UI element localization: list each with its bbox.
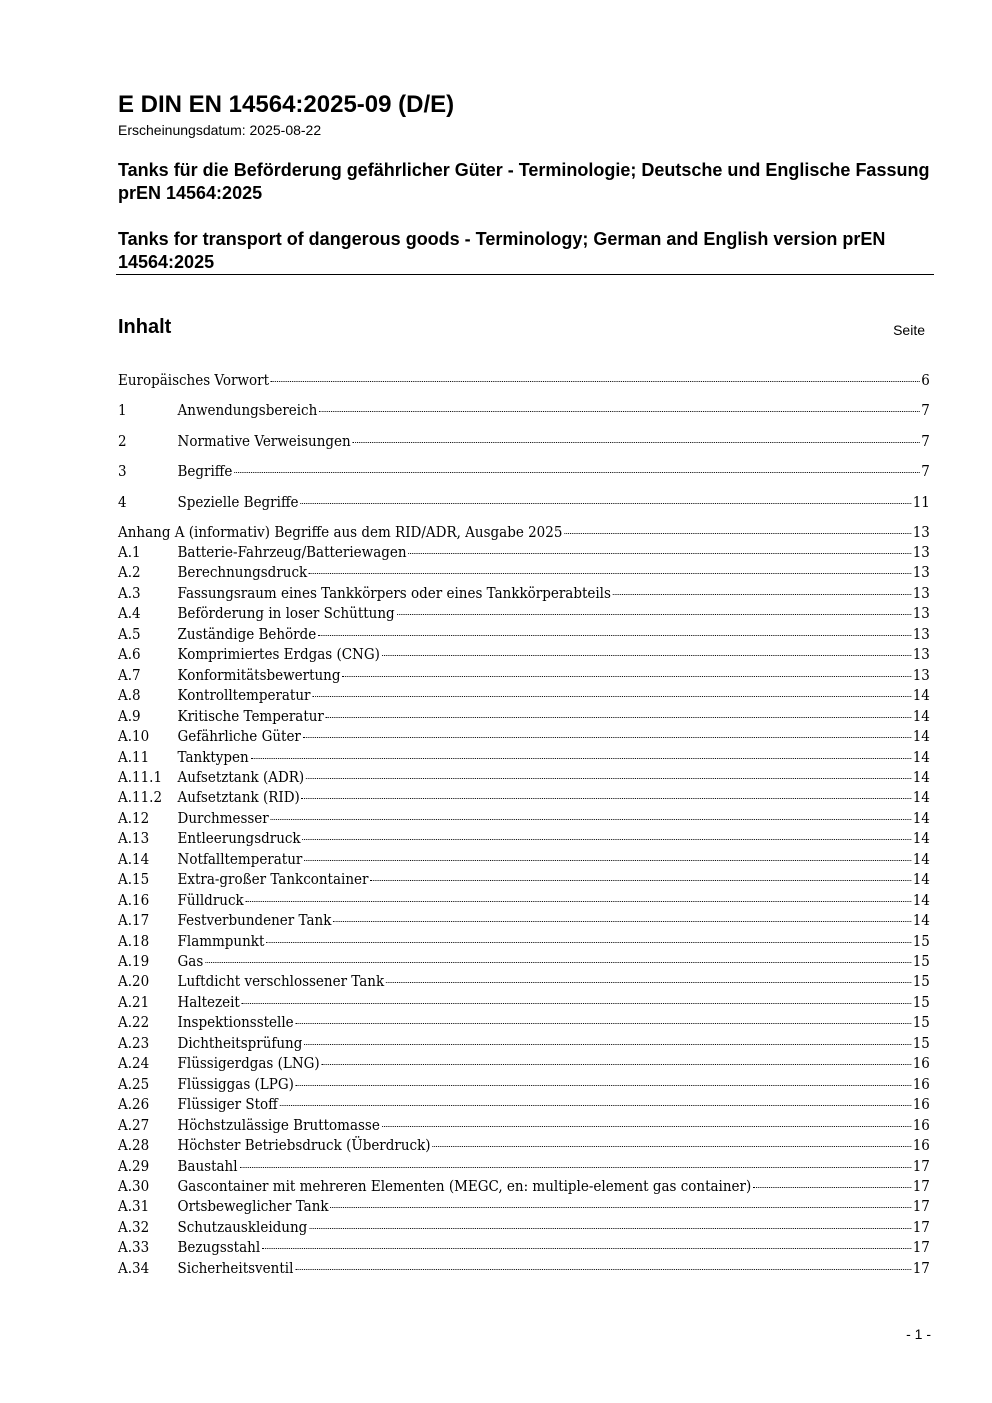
toc-entry-title: Festverbundener Tank xyxy=(177,913,332,930)
toc-entry-number: A.25 xyxy=(118,1076,150,1093)
toc-entry-page: 17 xyxy=(912,1219,930,1236)
toc-entry-number: 1 xyxy=(118,403,127,419)
toc-entry-number: A.18 xyxy=(118,933,150,950)
toc-dot-leader xyxy=(564,533,911,534)
toc-entry-title: Fassungsraum eines Tankkörpers oder eines Tankkörperabteils xyxy=(177,585,611,602)
toc-entry[interactable] xyxy=(118,993,930,1014)
toc-entry-title: Beförderung in loser Schüttung xyxy=(177,606,395,623)
toc-entry[interactable] xyxy=(118,748,930,769)
toc-entry-number: A.4 xyxy=(118,606,141,623)
toc-dot-leader xyxy=(296,1085,911,1086)
toc-entry[interactable] xyxy=(118,891,930,912)
toc-dot-leader xyxy=(309,1228,911,1229)
toc-entry-number: A.34 xyxy=(118,1260,150,1277)
toc-entry[interactable] xyxy=(118,1238,930,1259)
toc-entry[interactable] xyxy=(118,1136,930,1157)
toc-entry-page: 14 xyxy=(912,851,930,868)
toc-entry[interactable] xyxy=(118,584,930,605)
toc-entry-title: Zuständige Behörde xyxy=(177,626,317,643)
toc-dot-leader xyxy=(319,411,919,412)
toc-entry-title: Notfalltemperatur xyxy=(177,851,303,868)
toc-entry-number: A.14 xyxy=(118,851,150,868)
toc-entry-number: A.21 xyxy=(118,994,150,1011)
toc-entry-page: 16 xyxy=(912,1117,930,1134)
header-divider xyxy=(116,274,934,275)
toc-entry-page: 13 xyxy=(912,647,930,664)
toc-entry[interactable] xyxy=(118,850,930,871)
toc-dot-leader xyxy=(303,737,911,738)
toc-heading: Inhalt xyxy=(118,316,172,338)
toc-dot-leader xyxy=(753,1187,911,1188)
toc-entry[interactable] xyxy=(118,972,930,993)
toc-entry-title: Aufsetztank (ADR) xyxy=(177,769,305,786)
toc-dot-leader xyxy=(312,696,911,697)
toc-dot-leader xyxy=(370,880,911,881)
toc-dot-leader xyxy=(280,1105,911,1106)
toc-entry[interactable] xyxy=(118,829,930,850)
toc-entry-page: 11 xyxy=(912,495,930,511)
toc-dot-leader xyxy=(302,839,910,840)
toc-entry-page: 14 xyxy=(912,708,930,725)
toc-entry[interactable] xyxy=(118,523,930,544)
toc-entry-title: Begriffe xyxy=(177,464,233,480)
title-english: Tanks for transport of dangerous goods - Terminology; German and English version prEN 14564:2025 xyxy=(118,229,886,272)
toc-entry[interactable] xyxy=(118,911,930,932)
toc-entry-number: 4 xyxy=(118,495,127,511)
toc-entry[interactable] xyxy=(118,707,930,728)
toc-entry-title: Gefährliche Güter xyxy=(177,729,301,746)
toc-entry-title: Tanktypen xyxy=(177,749,249,766)
toc-dot-leader xyxy=(318,635,911,636)
toc-dot-leader xyxy=(330,1207,910,1208)
toc-entry-title: Inspektionsstelle xyxy=(177,1015,294,1032)
toc-entry-page: 15 xyxy=(912,1035,930,1052)
toc-entry-page: 14 xyxy=(912,892,930,909)
toc-entry-number: A.1 xyxy=(118,545,141,561)
toc-entry-title: Spezielle Begriffe xyxy=(177,495,299,511)
toc-entry[interactable] xyxy=(118,768,930,789)
toc-dot-leader xyxy=(205,962,911,963)
toc-entry-page: 15 xyxy=(912,933,930,950)
toc-entry-number: A.11.1 xyxy=(118,769,163,786)
toc-entry-number: A.22 xyxy=(118,1015,150,1032)
toc-entry[interactable] xyxy=(118,870,930,891)
toc-entry-title: Bezugsstahl xyxy=(177,1240,261,1257)
toc-dot-leader xyxy=(342,676,911,677)
toc-dot-leader xyxy=(300,503,911,504)
toc-entry-number: A.24 xyxy=(118,1056,150,1073)
toc-dot-leader xyxy=(613,594,911,595)
toc-entry-number: A.33 xyxy=(118,1240,150,1257)
toc-entry-page: 14 xyxy=(912,913,930,930)
toc-entry[interactable] xyxy=(118,604,930,625)
toc-entry-title: Entleerungsdruck xyxy=(177,831,301,848)
toc-entry-page: 14 xyxy=(912,872,930,889)
toc-entry-page: 14 xyxy=(912,831,930,848)
toc-entry-page: 13 xyxy=(912,626,930,643)
toc-entry-number: A.10 xyxy=(118,729,150,746)
toc-entry[interactable] xyxy=(118,371,930,392)
toc-entry[interactable] xyxy=(118,645,930,666)
toc-dot-leader xyxy=(322,1064,911,1065)
toc-entry-number: 3 xyxy=(118,464,127,480)
toc-entry-title: Europäisches Vorwort xyxy=(118,373,270,389)
toc-entry-page: 14 xyxy=(912,790,930,807)
toc-entry-title: Flüssigerdgas (LNG) xyxy=(177,1056,320,1073)
toc-dot-leader xyxy=(382,655,911,656)
toc-entry-page: 16 xyxy=(912,1056,930,1073)
toc-entry-title: Kritische Temperatur xyxy=(177,708,324,725)
toc-entry-number: A.30 xyxy=(118,1178,150,1195)
toc-entry[interactable] xyxy=(118,1157,930,1178)
toc-dot-leader xyxy=(271,381,920,382)
toc-entry-title: Flüssiggas (LPG) xyxy=(177,1076,294,1093)
toc-dot-leader xyxy=(397,614,911,615)
toc-entry-page: 7 xyxy=(921,464,930,480)
toc-entry[interactable] xyxy=(118,1034,930,1055)
toc-entry[interactable] xyxy=(118,686,930,707)
toc-entry-page: 14 xyxy=(912,769,930,786)
toc-entry-title: Gascontainer mit mehreren Elementen (MEGC, en: multiple-element gas container) xyxy=(177,1178,752,1195)
toc-entry[interactable] xyxy=(118,543,930,564)
toc-entry-title: Luftdicht verschlossener Tank xyxy=(177,974,385,991)
toc-entry-number: A.31 xyxy=(118,1199,150,1216)
toc-entry-title: Baustahl xyxy=(177,1158,238,1175)
toc-entry-page: 13 xyxy=(912,606,930,623)
toc-entry-number: A.12 xyxy=(118,810,150,827)
toc-entry-title: Gas xyxy=(177,954,204,970)
toc-entry[interactable] xyxy=(118,788,930,809)
toc-entry-page: 15 xyxy=(912,974,930,991)
toc-entry-number: A.7 xyxy=(118,667,141,684)
toc-entry[interactable] xyxy=(118,666,930,687)
toc-entry-page: 16 xyxy=(912,1097,930,1114)
toc-dot-leader xyxy=(306,778,911,779)
toc-entry[interactable] xyxy=(118,1197,930,1218)
toc-entry-number: A.26 xyxy=(118,1097,150,1114)
toc-entry-page: 14 xyxy=(912,688,930,705)
toc-entry-title: Haltezeit xyxy=(177,994,240,1011)
toc-dot-leader xyxy=(333,921,911,922)
toc-entry-title: Höchstzulässige Bruttomasse xyxy=(177,1117,380,1134)
toc-entry-title: Extra-großer Tankcontainer xyxy=(177,872,369,889)
toc-entry-title: Berechnungsdruck xyxy=(177,565,308,582)
toc-dot-leader xyxy=(326,717,911,718)
toc-entry-page: 14 xyxy=(912,749,930,766)
toc-dot-leader xyxy=(251,758,911,759)
toc-entry-number: A.11 xyxy=(118,749,150,766)
toc-dot-leader xyxy=(432,1146,910,1147)
toc-entry[interactable] xyxy=(118,401,930,422)
toc-entry-number: A.29 xyxy=(118,1158,150,1175)
toc-entry[interactable] xyxy=(118,932,930,953)
toc-entry-title: Aufsetztank (RID) xyxy=(177,790,300,807)
toc-entry-page: 7 xyxy=(921,434,930,450)
toc-entry-number: A.3 xyxy=(118,585,141,602)
toc-entry-number: A.9 xyxy=(118,708,141,725)
toc-entry-title: Dichtheitsprüfung xyxy=(177,1035,303,1052)
toc-dot-leader xyxy=(234,472,919,473)
toc-entry-page: 15 xyxy=(912,994,930,1011)
toc-entry-title: Kontrolltemperatur xyxy=(177,688,311,705)
toc-dot-leader xyxy=(239,1167,910,1168)
toc-entry-title: Komprimiertes Erdgas (CNG) xyxy=(177,647,380,664)
toc-dot-leader xyxy=(302,798,911,799)
toc-entry-title: Konformitätsbewertung xyxy=(177,667,341,684)
toc-entry[interactable] xyxy=(118,1218,930,1239)
title-german: Tanks für die Beförderung gefährlicher Güter - Terminologie; Deutsche und Englische Fassung prEN 14564:2025 xyxy=(118,160,930,203)
toc-entry-number: A.8 xyxy=(118,688,141,705)
toc-entry-page: 17 xyxy=(912,1240,930,1257)
toc-entry[interactable] xyxy=(118,493,930,514)
toc-entry[interactable] xyxy=(118,1259,930,1280)
toc-entry-title: Höchster Betriebsdruck (Überdruck) xyxy=(177,1138,431,1155)
toc-entry[interactable] xyxy=(118,1177,930,1198)
publication-date: Erscheinungsdatum: 2025-08-22 xyxy=(118,122,322,138)
toc-entry-number: A.17 xyxy=(118,913,150,930)
toc-entry-number: A.20 xyxy=(118,974,150,991)
toc-entry-page: 17 xyxy=(912,1199,930,1216)
toc-entry-number: 2 xyxy=(118,434,127,450)
toc-entry[interactable] xyxy=(118,952,930,973)
toc-entry[interactable] xyxy=(118,1075,930,1096)
toc-entry[interactable] xyxy=(118,625,930,646)
toc-dot-leader xyxy=(382,1126,911,1127)
toc-entry-number: A.5 xyxy=(118,626,141,643)
toc-entry-number: A.6 xyxy=(118,647,141,664)
toc-entry-page: 17 xyxy=(912,1260,930,1277)
toc-entry-page: 16 xyxy=(912,1138,930,1155)
toc-entry-page: 15 xyxy=(912,1015,930,1032)
toc-entry-title: Ortsbeweglicher Tank xyxy=(177,1199,329,1216)
toc-entry-page: 14 xyxy=(912,729,930,746)
toc-dot-leader xyxy=(262,1248,911,1249)
toc-entry-page: 16 xyxy=(912,1076,930,1093)
toc-page-column-label: Seite xyxy=(893,322,925,338)
toc-entry[interactable] xyxy=(118,1116,930,1137)
toc-entry-title: Schutzauskleidung xyxy=(177,1219,308,1236)
toc-entry-title: Normative Verweisungen xyxy=(177,434,351,450)
toc-entry-page: 13 xyxy=(912,667,930,684)
toc-entry-title: Anhang A (informativ) Begriffe aus dem RID/ADR, Ausgabe 2025 xyxy=(118,525,563,541)
toc-dot-leader xyxy=(304,1044,911,1045)
toc-entry-page: 7 xyxy=(921,403,930,419)
toc-entry[interactable] xyxy=(118,432,930,453)
toc-entry-title: Anwendungsbereich xyxy=(177,403,318,419)
toc-entry-number: A.11.2 xyxy=(118,790,163,807)
toc-dot-leader xyxy=(304,860,911,861)
toc-entry-number: A.23 xyxy=(118,1035,150,1052)
toc-entry-number: A.32 xyxy=(118,1219,150,1236)
toc-entry-title: Flammpunkt xyxy=(177,933,265,950)
toc-entry-page: 13 xyxy=(912,545,930,561)
toc-entry-title: Fülldruck xyxy=(177,892,244,909)
toc-entry-page: 14 xyxy=(912,810,930,827)
toc-entry[interactable] xyxy=(118,727,930,748)
toc-dot-leader xyxy=(271,819,911,820)
page-number: - 1 - xyxy=(906,1326,931,1342)
toc-dot-leader xyxy=(246,901,911,902)
toc-entry-title: Flüssiger Stoff xyxy=(177,1097,278,1114)
toc-dot-leader xyxy=(295,1023,910,1024)
toc-entry-page: 13 xyxy=(912,525,930,541)
toc-entry-number: A.28 xyxy=(118,1138,150,1155)
toc-dot-leader xyxy=(266,942,911,943)
toc-dot-leader xyxy=(386,982,911,983)
toc-entry[interactable] xyxy=(118,1013,930,1034)
toc-entry[interactable] xyxy=(118,563,930,584)
toc-entry-page: 13 xyxy=(912,585,930,602)
toc-entry[interactable] xyxy=(118,1054,930,1075)
toc-entry-number: A.2 xyxy=(118,565,141,582)
document-id: E DIN EN 14564:2025-09 (D/E) xyxy=(118,91,455,118)
toc-entry[interactable] xyxy=(118,1095,930,1116)
toc-dot-leader xyxy=(242,1003,911,1004)
toc-dot-leader xyxy=(309,573,911,574)
toc-entry-title: Sicherheitsventil xyxy=(177,1260,294,1277)
toc-entry-page: 6 xyxy=(921,373,930,389)
toc-entry-page: 17 xyxy=(912,1178,930,1195)
toc-entry-title: Durchmesser xyxy=(177,810,269,827)
toc-entry-title: Batterie-Fahrzeug/Batteriewagen xyxy=(177,545,407,561)
toc-entry-number: A.15 xyxy=(118,872,150,889)
toc-entry-page: 15 xyxy=(912,954,930,970)
toc-entry[interactable] xyxy=(118,809,930,830)
toc-entry-number: A.19 xyxy=(118,954,150,970)
toc-dot-leader xyxy=(408,553,910,554)
toc-dot-leader xyxy=(353,442,920,443)
toc-entry-number: A.13 xyxy=(118,831,150,848)
toc-entry-page: 17 xyxy=(912,1158,930,1175)
toc-entry[interactable] xyxy=(118,462,930,483)
toc-entry-number: A.16 xyxy=(118,892,150,909)
toc-entry-page: 13 xyxy=(912,565,930,582)
toc-dot-leader xyxy=(295,1269,911,1270)
toc-entry-number: A.27 xyxy=(118,1117,150,1134)
